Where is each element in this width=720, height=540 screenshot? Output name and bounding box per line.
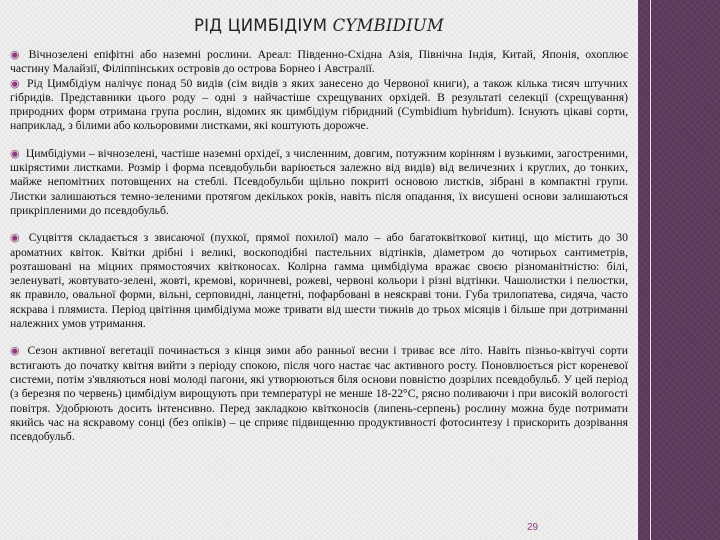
- circle-bullet-icon: ◉: [10, 231, 23, 245]
- slide-title: [0, 16, 638, 35]
- paragraph-2: ◉ Рід Цимбідіум налічує понад 50 видів (сім видів з яких занесено до Червоної книги), а також кілька тисяч штучних гібридів. Представники цього роду – одні з найчастіше схрещуваних орхідей. В результаті селекції (схрещування) природних форм отримана група рослин, відомих як цимбідіум гібридний (Cymbidium hybridum). Існують цікаві сорти, наприклад, з білими або кольоровими листками, які коштують дорожче.: [10, 76, 628, 133]
- side-divider-line: [650, 0, 651, 540]
- slide-body: [10, 48, 628, 444]
- title-ukrainian: РІД ЦИМБІДІУМ: [193, 16, 328, 35]
- paragraph-3: ◉ Цимбідіуми – вічнозелені, частіше наземні орхідеї, з численним, довгим, потужним корінням і вузькими, загостреними, шкірястими листками. Розмір і форма псевдобульби варіюється залежно від видів) від величезних і круглих, до тонких, майже непомітних потовщених на стеблі. Псевдобульби щільно покриті основою листків, зібрані в компактні групи. Листки залишаються темно-зеленими протягом декількох років, навіть після опадання, їх висушені основи залишаються прикріпленими до псевдобульб.: [10, 146, 628, 217]
- paragraph-1: ◉ Вічнозелені епіфітні або наземні рослини. Ареал: Південно-Східна Азія, Північна Індія, Китай, Японія, охоплює частину Малайзії, Філіппінських островів до острова Борнео і Австралії.: [10, 48, 628, 76]
- paragraph-5: ◉ Сезон активної вегетації починається з кінця зими або ранньої весни і триває все літо. Навіть пізньо-квітучі сорти встигають до початку квітня вийти з періоду спокою, після чого настає час активного росту. Поновлюється ріст кореневої системи, потім з'являються нові молоді пагони, які утворюються біля основи повністю дозрілих псевдобульб. У цей період (з березня по червень) цимбідіум вирощують при температурі не менше 18-22°С, рясно поливаючи і при високій вологості повітря. Удобрюють досить інтенсивно. Перед закладкою квітконосів (липень-серпень) рослину можна буде потримати якийсь час на яскравому сонці (без опіків) – це сприяє підвищенню продуктивності фотосинтезу і прискорить дозрівання псевдобульб.: [10, 344, 628, 444]
- circle-bullet-icon: ◉: [10, 344, 22, 358]
- circle-bullet-icon: ◉: [10, 48, 23, 61]
- paragraph-4: ◉ Суцвіття складається з звисаючої (пухкої, прямої похилої) мало – або багатоквіткової китиці, що містить до 30 ароматних квіток. Квітки дрібні і великі, воскоподібні пастельних відтінків, діаметром до чотирьох сантиметрів, розташовані на міцних прямостоячих квітконосах. Колірна гамма цимбідіума вражає своєю різноманітністю: білі, зеленуваті, жовтувато-зелені, жовті, кремові, коричневі, рожеві, червоні кольори і різні відтінки. Чашолистки і пелюстки, як правило, овальної форми, вільні, серповидні, ланцетні, пофарбовані в неяскраві тони. Губа трилопатева, сидяча, часто яскрава і плямиста. Період цвітіння цимбідіума може тривати від шести тижнів до трьох місяців і більше при дотриманні належних умов утримання.: [10, 231, 628, 331]
- title-latin: CYMBIDIUM: [332, 16, 445, 35]
- circle-bullet-icon: ◉: [10, 76, 22, 90]
- circle-bullet-icon: ◉: [10, 146, 20, 160]
- page-number: 29: [527, 522, 539, 533]
